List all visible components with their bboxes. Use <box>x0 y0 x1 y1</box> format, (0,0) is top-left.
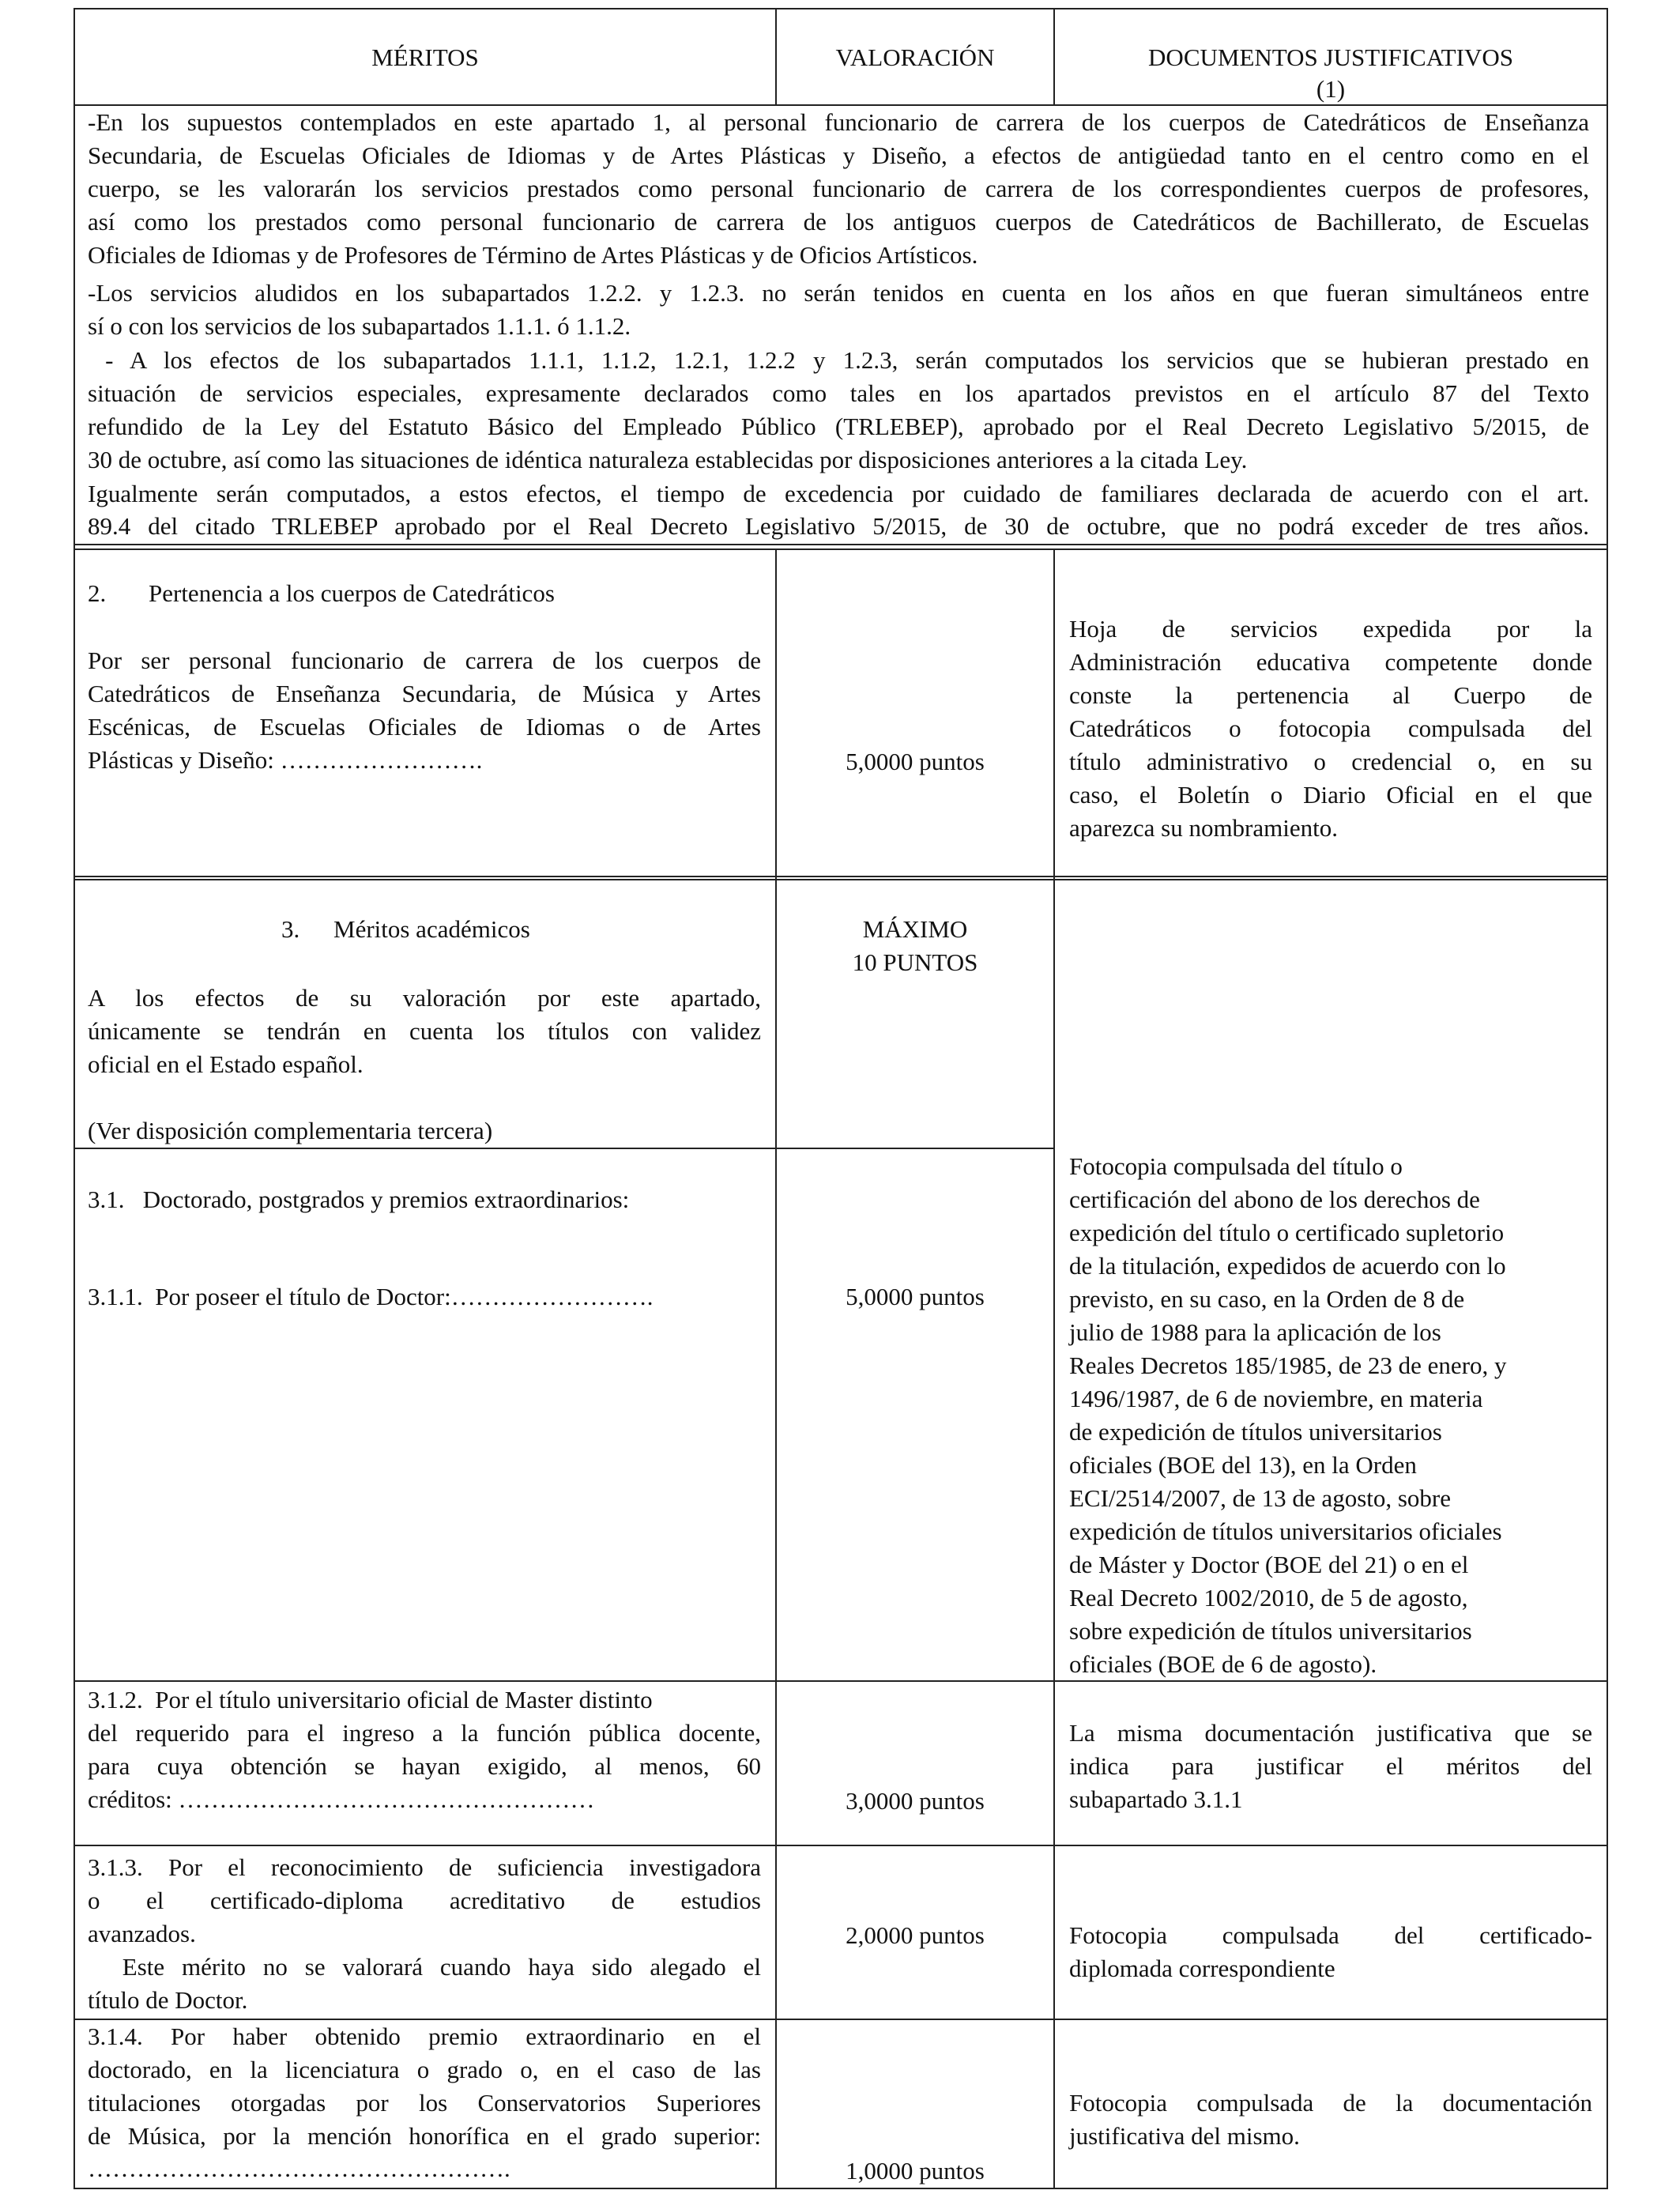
section2-docs-line: título administrativo o credencial o, en su <box>1069 748 1592 775</box>
header-documentos: DOCUMENTOS JUSTIFICATIVOS <box>1148 43 1513 71</box>
s314-value: 1,0000 puntos <box>846 2157 985 2185</box>
s31-title: 3.1. Doctorado, postgrados y premios extraordinarios: <box>88 1186 630 1213</box>
s311-docs-line: de Máster y Doctor (BOE del 21) o en el <box>1069 1551 1469 1578</box>
s314-body-line: 3.1.4. Por haber obtenido premio extraordinario en el <box>88 2022 761 2050</box>
s312-body-line: 3.1.2. Por el título universitario oficial de Master distinto <box>88 1686 653 1713</box>
s313-value: 2,0000 puntos <box>846 1921 985 1949</box>
notes-line: - A los efectos de los subapartados 1.1.1, 1.1.2, 1.2.1, 1.2.2 y 1.2.3, serán computados los servicios que se hubieran prestado en <box>88 346 1589 374</box>
header-valoracion: VALORACIÓN <box>835 43 995 71</box>
section2-body-line: Escénicas, de Escuelas Oficiales de Idiomas o de Artes <box>88 713 761 741</box>
s314-body-line: titulaciones otorgadas por los Conservatorios Superiores <box>88 2089 761 2117</box>
s311-docs-line: Real Decreto 1002/2010, de 5 de agosto, <box>1069 1584 1468 1612</box>
notes-line: 30 de octubre, así como las situaciones de idéntica naturaleza establecidas por disposiciones anteriores a la citada Ley. <box>88 446 1248 473</box>
s313-body-line: avanzados. <box>88 1920 196 1947</box>
section3-max-label: MÁXIMO <box>862 915 968 943</box>
section3-top-border <box>73 879 1608 880</box>
s312-body-line: del requerido para el ingreso a la función pública docente, <box>88 1719 761 1747</box>
s311-value: 5,0000 puntos <box>846 1283 985 1310</box>
section2-body-line: Plásticas y Diseño: ……………………. <box>88 746 483 774</box>
section3-note: (Ver disposición complementaria tercera) <box>88 1117 493 1144</box>
section2-value: 5,0000 puntos <box>846 748 985 775</box>
notes-line: Oficiales de Idiomas y de Profesores de Término de Artes Plásticas y de Oficios Artísticos. <box>88 241 978 269</box>
section3-number: 3. <box>281 915 300 943</box>
s312-docs-line: indica para justificar el méritos del <box>1069 1752 1592 1780</box>
s311-docs-line: Reales Decretos 185/1985, de 23 de enero, y <box>1069 1351 1507 1379</box>
s314-docs-line: Fotocopia compulsada de la documentación <box>1069 2089 1592 2117</box>
s313-body-line: 3.1.3. Por el reconocimiento de suficiencia investigadora <box>88 1853 761 1881</box>
notes-line: -En los supuestos contemplados en este apartado 1, al personal funcionario de carrera de los cuerpos de Catedráticos de Enseñanza <box>88 108 1589 136</box>
s313-body-line: título de Doctor. <box>88 1986 248 2014</box>
s311-docs-line: de expedición de títulos universitarios <box>1069 1418 1442 1446</box>
notes-line: -Los servicios aludidos en los subapartados 1.2.2. y 1.2.3. no serán tenidos en cuenta en los años en que fueran simultáneos entre <box>88 279 1589 307</box>
table-border-left <box>73 8 75 2189</box>
s311-docs-line: previsto, en su caso, en la Orden de 8 de <box>1069 1285 1465 1313</box>
table-border-top <box>73 8 1608 9</box>
s312-docs-line: subapartado 3.1.1 <box>1069 1785 1243 1813</box>
section3-body-line: A los efectos de su valoración por este apartado, <box>88 984 761 1012</box>
s312-bottom-border <box>73 1845 1608 1846</box>
s312-body-line: para cuya obtención se hayan exigido, al menos, 60 <box>88 1752 761 1780</box>
s311-docs-line: sobre expedición de títulos universitarios <box>1069 1617 1472 1645</box>
s311-docs-line: expedición del título o certificado supletorio <box>1069 1219 1505 1246</box>
s314-body-line: doctorado, en la licenciatura o grado o, en el caso de las <box>88 2056 761 2083</box>
notes-line: situación de servicios especiales, expresamente declarados como tales en los apartados previstos en el artículo 87 del Texto <box>88 379 1589 407</box>
notes-line: así como los prestados como personal funcionario de carrera de los antiguos cuerpos de Catedráticos de Bachillerato, de Escuelas <box>88 208 1589 236</box>
section2-docs-line: conste la pertenencia al Cuerpo de <box>1069 681 1592 709</box>
notes-line: cuerpo, se les valorarán los servicios prestados como personal funcionario de carrera de los correspondientes cuerpos de profesores, <box>88 175 1589 202</box>
s314-body-line: de Música, por la mención honorífica en el grado superior: <box>88 2122 761 2150</box>
s313-docs-line: Fotocopia compulsada del certificado- <box>1069 1921 1592 1949</box>
notes-line: Igualmente serán computados, a estos efectos, el tiempo de excedencia por cuidado de familiares declarada de acuerdo con el art. <box>88 480 1589 507</box>
table-border-right <box>1607 8 1608 2189</box>
s311-docs-line: Fotocopia compulsada del título o <box>1069 1152 1403 1180</box>
section2-docs-line: Administración educativa competente donde <box>1069 648 1592 676</box>
s311-docs-line: expedición de títulos universitarios oficiales <box>1069 1517 1502 1545</box>
s312-value: 3,0000 puntos <box>846 1787 985 1815</box>
section2-docs-line: Catedráticos o fotocopia compulsada del <box>1069 714 1592 742</box>
notes-line: sí o con los servicios de los subapartados 1.1.1. ó 1.1.2. <box>88 312 631 340</box>
section3-title: Méritos académicos <box>333 915 530 943</box>
header-meritos: MÉRITOS <box>371 43 479 71</box>
s312-docs-line: La misma documentación justificativa que se <box>1069 1719 1592 1747</box>
section2-title: Pertenencia a los cuerpos de Catedráticos <box>149 579 555 607</box>
s313-docs-line: diplomada correspondiente <box>1069 1955 1335 1982</box>
section3-split-border <box>73 1148 1053 1149</box>
section2-bottom-border <box>73 876 1608 877</box>
notes-line: 89.4 del citado TRLEBEP aprobado por el Real Decreto Legislativo 5/2015, de 30 de octubre, que no podrá exceder de tres años. <box>88 512 1589 540</box>
notes-line: refundido de la Ley del Estatuto Básico del Empleado Público (TRLEBEP), aprobado por el Real Decreto Legislativo 5/2015, de <box>88 413 1589 440</box>
table-border-bottom <box>73 2188 1608 2189</box>
section2-top-border <box>73 548 1608 550</box>
s311-docs-line: julio de 1988 para la aplicación de los <box>1069 1318 1441 1346</box>
s313-body-line: Este mérito no se valorará cuando haya sido alegado el <box>88 1953 761 1981</box>
s311-docs-line: oficiales (BOE de 6 de agosto). <box>1069 1650 1377 1678</box>
section2-docs-line: aparezca su nombramiento. <box>1069 814 1338 842</box>
notes-line: Secundaria, de Escuelas Oficiales de Idiomas y de Artes Plásticas y Diseño, a efectos de antigüedad tanto en el centro como en el <box>88 141 1589 169</box>
section2-docs-line: caso, el Boletín o Diario Oficial en el que <box>1069 781 1592 809</box>
section3-max-points: 10 PUNTOS <box>852 948 978 976</box>
section2-docs-line: Hoja de servicios expedida por la <box>1069 615 1592 643</box>
section3-body-line: oficial en el Estado español. <box>88 1050 363 1078</box>
s314-docs-line: justificativa del mismo. <box>1069 2122 1300 2150</box>
s311-docs-line: oficiales (BOE del 13), en la Orden <box>1069 1451 1417 1479</box>
header-documentos-note: (1) <box>1316 75 1346 103</box>
s311-docs-line: certificación del abono de los derechos de <box>1069 1186 1480 1213</box>
s314-body-line: ……………………………………………. <box>88 2154 510 2182</box>
s311-docs-line: 1496/1987, de 6 de noviembre, en materia <box>1069 1385 1483 1412</box>
s311-item: 3.1.1. Por poseer el título de Doctor:……………………. <box>88 1283 654 1310</box>
s312-body-line: créditos: …………………………………………… <box>88 1785 595 1813</box>
col-divider-2-body <box>1053 548 1055 2189</box>
section2-body-line: Catedráticos de Enseñanza Secundaria, de Música y Artes <box>88 680 761 707</box>
section2-body-line: Por ser personal funcionario de carrera de los cuerpos de <box>88 647 761 674</box>
s311-docs-line: ECI/2514/2007, de 13 de agosto, sobre <box>1069 1484 1452 1512</box>
section2-number: 2. <box>88 579 107 607</box>
s311-docs-line: de la titulación, expedidos de acuerdo con lo <box>1069 1252 1506 1280</box>
section3-body-line: únicamente se tendrán en cuenta los títulos con validez <box>88 1017 761 1045</box>
s313-body-line: o el certificado-diploma acreditativo de estudios <box>88 1887 761 1914</box>
notes-bottom-border <box>73 544 1608 545</box>
